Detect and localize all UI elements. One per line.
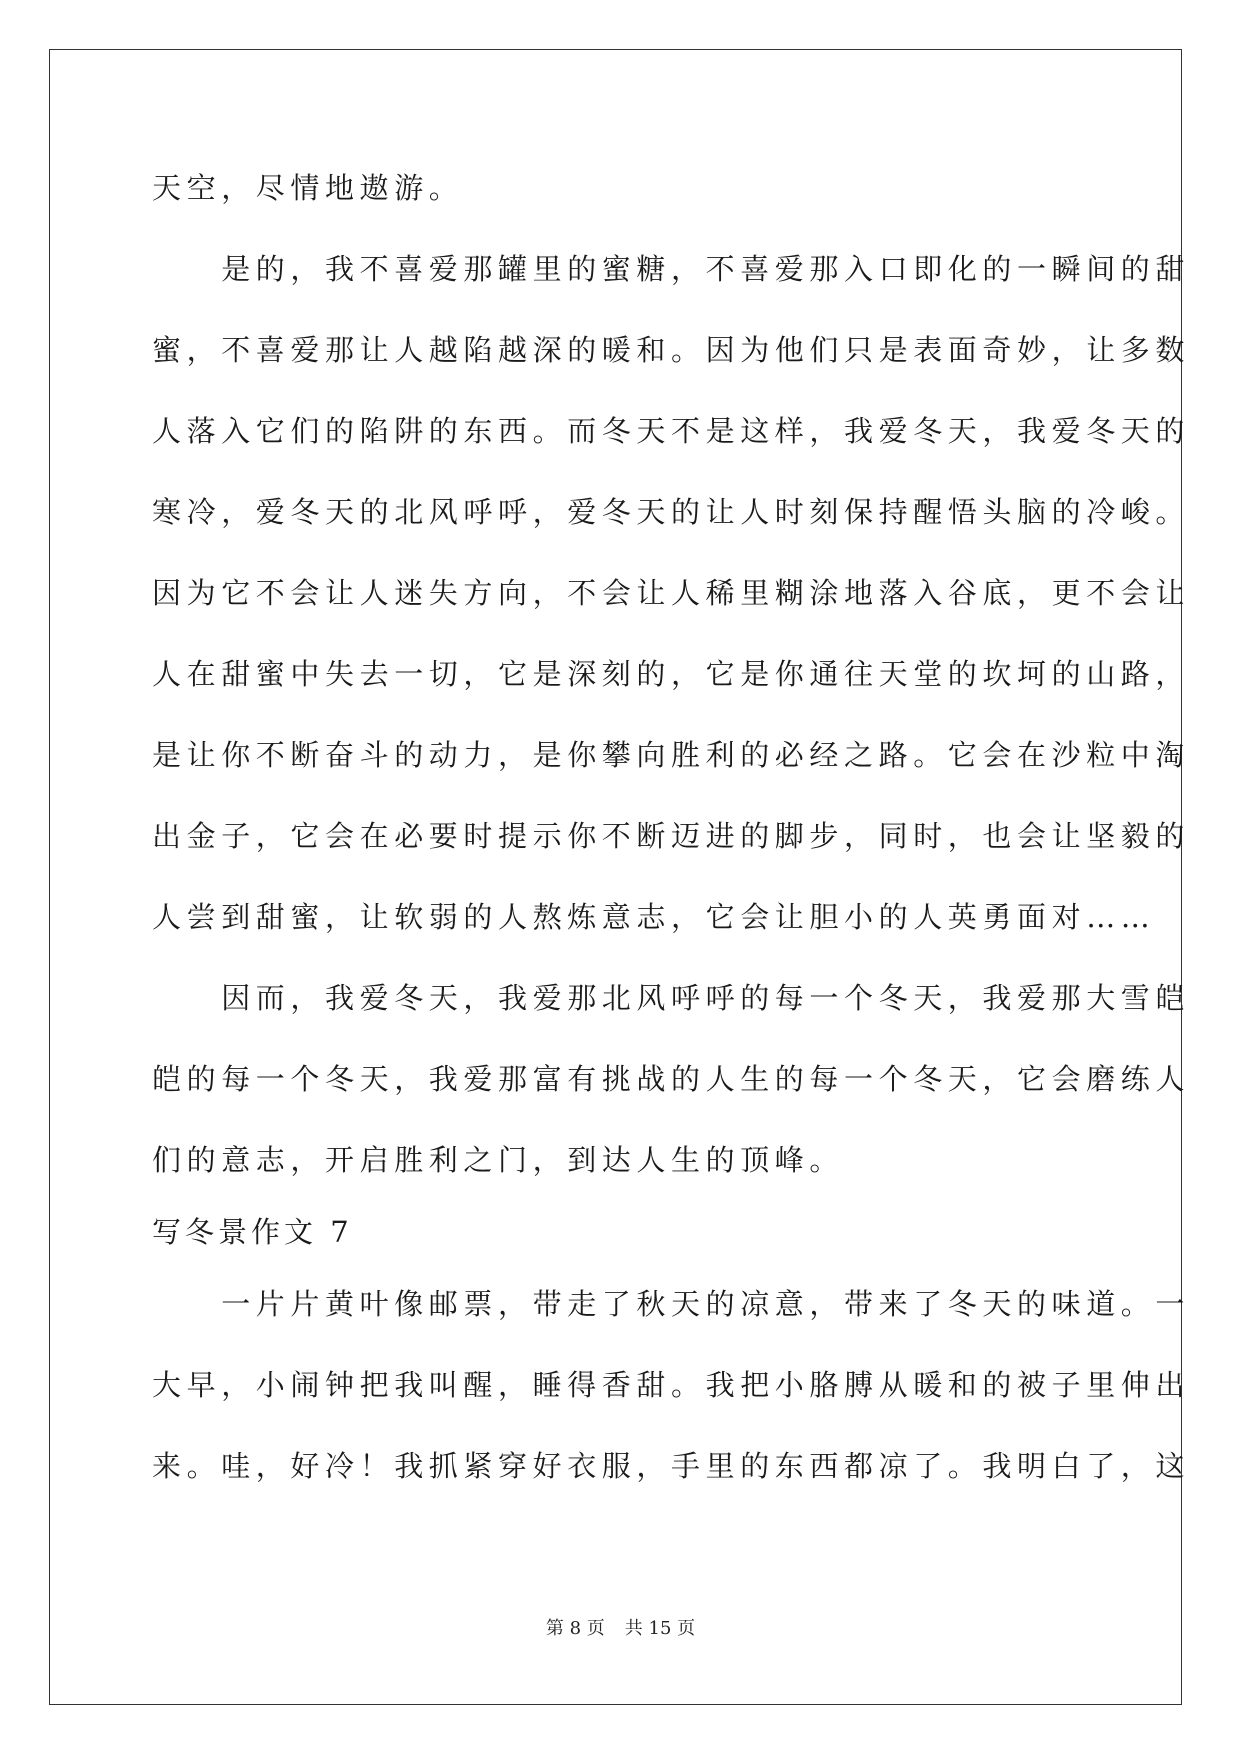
text-line: 是让你不断奋斗的动力，是你攀向胜利的必经之路。它会在沙粒中淘 (152, 738, 1191, 772)
page-count: 共 15 页 (624, 1618, 696, 1639)
text-line: 寒冷，爱冬天的北风呼呼，爱冬天的让人时刻保持醒悟头脑的冷峻。 (152, 495, 1191, 529)
text-line: 人在甜蜜中失去一切，它是深刻的，它是你通往天堂的坎坷的山路， (152, 657, 1191, 691)
text-line: 因为它不会让人迷失方向，不会让人稀里糊涂地落入谷底，更不会让 (152, 576, 1191, 610)
text-line: 出金子，它会在必要时提示你不断迈进的脚步，同时，也会让坚毅的 (152, 819, 1191, 853)
document-body (152, 168, 1191, 1527)
text-line: 人尝到甜蜜，让软弱的人熬炼意志，它会让胆小的人英勇面对…… (152, 900, 1156, 934)
text-line: 天空，尽情地遨游。 (152, 171, 464, 205)
text-line: 们的意志，开启胜利之门，到达人生的顶峰。 (152, 1143, 845, 1177)
text-line: 皑的每一个冬天，我爱那富有挑战的人生的每一个冬天，它会磨练人 (152, 1062, 1191, 1096)
text-line: 蜜，不喜爱那让人越陷越深的暖和。因为他们只是表面奇妙，让多数 (152, 333, 1191, 367)
text-line: 来。哇，好冷！我抓紧穿好衣服，手里的东西都凉了。我明白了，这 (152, 1449, 1191, 1483)
text-line: 大早，小闹钟把我叫醒，睡得香甜。我把小胳膊从暖和的被子里伸出 (152, 1368, 1191, 1402)
text-line: 一片片黄叶像邮票，带走了秋天的凉意，带来了冬天的味道。一 (152, 1287, 1191, 1321)
text-line: 因而，我爱冬天，我爱那北风呼呼的每一个冬天，我爱那大雪皑 (152, 981, 1191, 1015)
page-footer (0, 1617, 1241, 1641)
text-line: 是的，我不喜爱那罐里的蜜糖，不喜爱那入口即化的一瞬间的甜 (152, 252, 1191, 286)
page-number: 第 8 页 (545, 1618, 605, 1639)
section-heading: 写冬景作文 7 (152, 1215, 353, 1249)
text-line: 人落入它们的陷阱的东西。而冬天不是这样，我爱冬天，我爱冬天的 (152, 414, 1191, 448)
